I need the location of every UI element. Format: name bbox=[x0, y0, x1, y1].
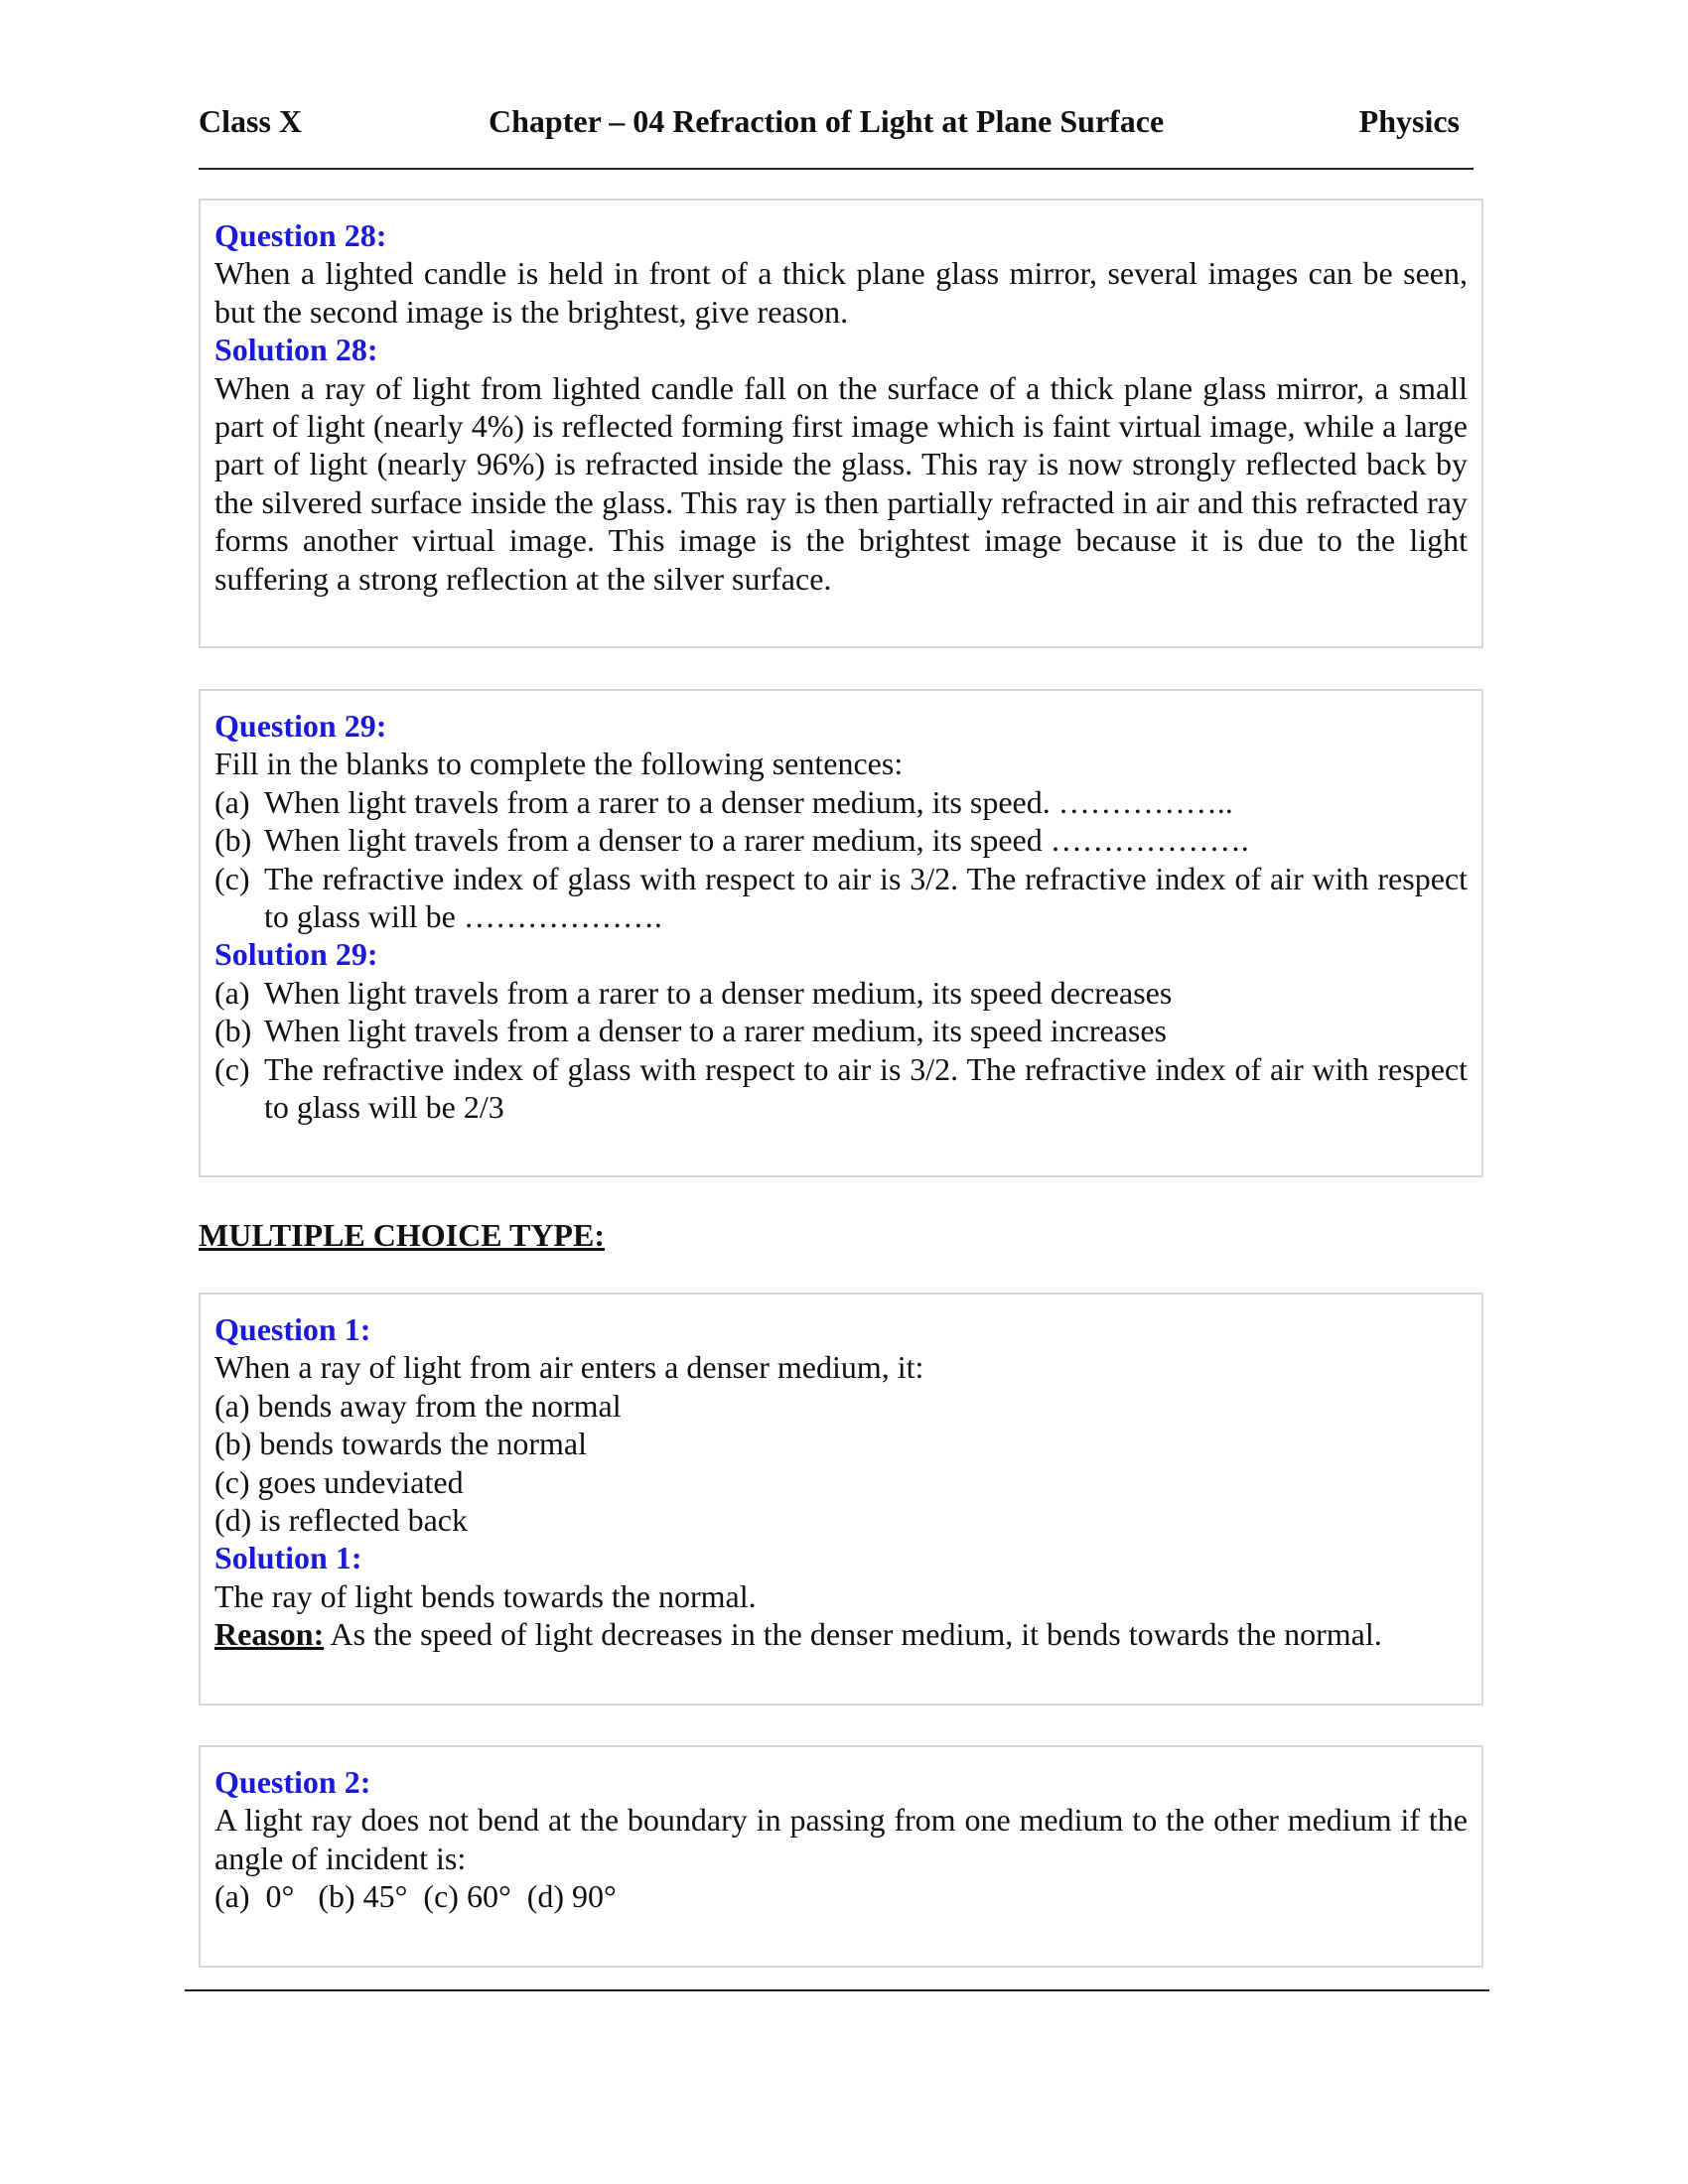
item-answer: The refractive index of glass with respect to air is 3/2. The refractive index of air with respect to glass will be 2/3 bbox=[264, 1050, 1468, 1126]
reason-label: Reason: bbox=[214, 1616, 325, 1653]
item-label: (c) bbox=[214, 1050, 250, 1087]
mcq-2-box bbox=[199, 1745, 1483, 1968]
mcq-1-option-c: (c) goes undeviated bbox=[214, 1463, 464, 1500]
class-label: Class X bbox=[199, 103, 303, 139]
question-29-item-b bbox=[214, 821, 1468, 859]
question-29-item-c bbox=[214, 860, 1468, 936]
solution-29-item-c bbox=[214, 1050, 1468, 1127]
item-label: (a) bbox=[214, 974, 250, 1011]
solution-1-reason bbox=[214, 1615, 1468, 1653]
question-28-box bbox=[199, 199, 1483, 648]
question-29-box bbox=[199, 689, 1483, 1177]
mcq-1-option-b: (b) bends towards the normal bbox=[214, 1426, 588, 1462]
solution-28-title: Solution 28: bbox=[214, 332, 378, 368]
solution-29-item-a bbox=[214, 974, 1468, 1012]
mcq-1-title: Question 1: bbox=[214, 1311, 371, 1347]
mcq-1-text: When a ray of light from air enters a denser medium, it: bbox=[214, 1349, 924, 1386]
item-text: The refractive index of glass with respect to air is 3/2. The refractive index of air with respect to glass will be ………………. bbox=[264, 860, 1468, 935]
mcq-1-box bbox=[199, 1293, 1483, 1706]
reason-text: As the speed of light decreases in the denser medium, it bends towards the normal. bbox=[324, 1616, 1382, 1653]
item-label: (b) bbox=[214, 822, 252, 859]
solution-29-title: Solution 29: bbox=[214, 936, 378, 973]
item-label: (b) bbox=[214, 1013, 252, 1049]
mcq-1-option-a: (a) bends away from the normal bbox=[214, 1387, 622, 1424]
question-29-intro: Fill in the blanks to complete the following sentences: bbox=[214, 746, 904, 782]
solution-29-item-b bbox=[214, 1012, 1468, 1049]
mcq-2-title: Question 2: bbox=[214, 1764, 371, 1800]
question-28-text: When a lighted candle is held in front of a thick plane glass mirror, several images can be seen, but the second image is the brightest, give reason. bbox=[214, 255, 1468, 330]
solution-28-text: When a ray of light from lighted candle fall on the surface of a thick plane glass mirror, a small part of light (nearly 4%) is reflected forming first image which is faint virtual image, while a large part of light (nearly 96%) is refracted inside the glass. This ray is now strongly reflected back by the silvered surface inside the glass. This ray is then partially refracted in air and this refracted ray forms another virtual image. This image is the brightest image because it is due to the light suffering a strong reflection at the silver surface. bbox=[214, 369, 1468, 597]
question-29-title: Question 29: bbox=[214, 708, 387, 744]
item-label: (a) bbox=[214, 783, 250, 820]
section-title: MULTIPLE CHOICE TYPE: bbox=[199, 1217, 605, 1253]
mcq-2-text: A light ray does not bend at the boundary in passing from one medium to the other medium if the angle of incident is: bbox=[214, 1802, 1468, 1876]
mcq-1-option-d: (d) is reflected back bbox=[214, 1502, 468, 1539]
question-29-item-a bbox=[214, 783, 1468, 821]
footer-rule bbox=[185, 1989, 1489, 1991]
item-label: (c) bbox=[214, 860, 250, 896]
item-text: When light travels from a denser to a rarer medium, its speed ………………. bbox=[264, 822, 1249, 859]
page-header bbox=[199, 99, 1460, 143]
mcq-2-options: (a) 0° (b) 45° (c) 60° (d) 90° bbox=[214, 1878, 617, 1915]
solution-1-title: Solution 1: bbox=[214, 1540, 362, 1576]
item-text: When light travels from a rarer to a denser medium, its speed. …………….. bbox=[264, 783, 1233, 820]
header-rule bbox=[199, 168, 1474, 170]
question-28-title: Question 28: bbox=[214, 217, 387, 253]
chapter-title: Chapter – 04 Refraction of Light at Plane Surface bbox=[489, 103, 1165, 139]
item-answer: When light travels from a denser to a rarer medium, its speed increases bbox=[264, 1013, 1167, 1049]
subject-label: Physics bbox=[1358, 103, 1460, 139]
item-answer: When light travels from a rarer to a denser medium, its speed decreases bbox=[264, 974, 1173, 1011]
solution-1-answer: The ray of light bends towards the normal. bbox=[214, 1577, 757, 1614]
